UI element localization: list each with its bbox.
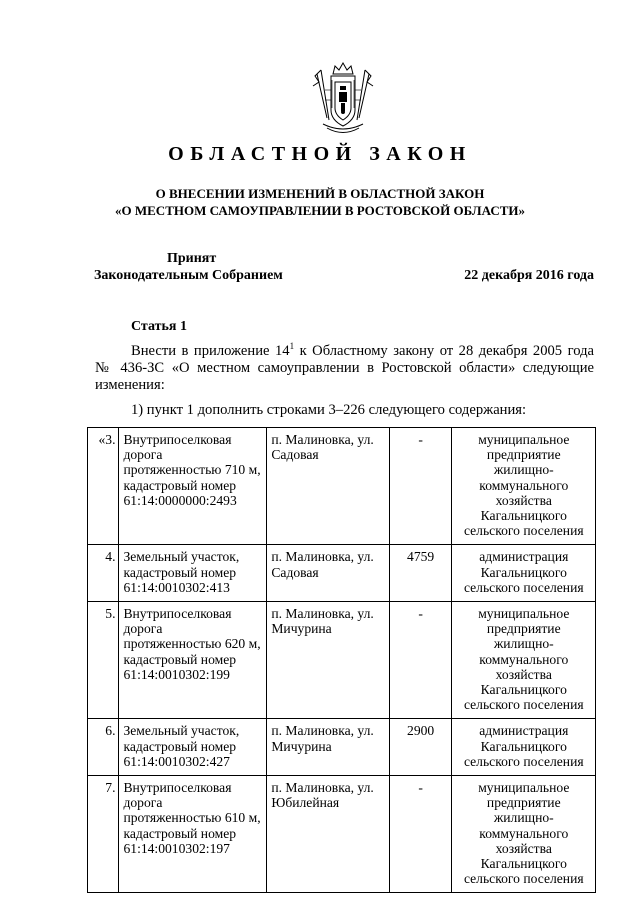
object-cell: Внутрипоселковая дорога протяженностью 710 м, кадастровый номер 61:14:0000000:2493	[119, 428, 267, 545]
table-row	[88, 602, 596, 719]
address-cell: п. Малиновка, ул. Садовая	[267, 428, 389, 545]
area-cell: -	[389, 428, 451, 545]
row-number: 4.	[88, 545, 119, 602]
table-row	[88, 545, 596, 602]
table-row	[88, 719, 596, 776]
object-cell: Внутрипоселковая дорога протяженностью 620 м, кадастровый номер 61:14:0010302:199	[119, 602, 267, 719]
row-number: 6.	[88, 719, 119, 776]
property-table	[87, 427, 596, 893]
address-cell: п. Малиновка, ул. Юбилейная	[267, 776, 389, 893]
address-cell: п. Малиновка, ул. Мичурина	[267, 602, 389, 719]
coat-of-arms-emblem	[311, 60, 375, 138]
row-number: «3.	[88, 428, 119, 545]
address-cell: п. Малиновка, ул. Мичурина	[267, 719, 389, 776]
object-cell: Земельный участок, кадастровый номер 61:14:0010302:427	[119, 719, 267, 776]
owner-cell: муниципальное предприятие жилищно-коммунального хозяйства Кагальницкого сельского поселения	[451, 602, 595, 719]
article-intro-line3: изменения:	[95, 377, 165, 393]
article-intro	[95, 343, 594, 394]
law-title: ОБЛАСТНОЙ ЗАКОН	[168, 143, 472, 165]
row-number: 5.	[88, 602, 119, 719]
article-heading: Статья 1	[131, 319, 187, 334]
object-cell: Внутрипоселковая дорога протяженностью 610 м, кадастровый номер 61:14:0010302:197	[119, 776, 267, 893]
area-cell: -	[389, 776, 451, 893]
area-cell: -	[389, 602, 451, 719]
row-number: 7.	[88, 776, 119, 893]
article-intro-line2: № 436-ЗС «О местном самоуправлении в Ростовской области» следующие	[95, 360, 594, 376]
table-row	[88, 428, 596, 545]
owner-cell: администрация Кагальницкого сельского поселения	[451, 719, 595, 776]
law-subtitle-line2: «О МЕСТНОМ САМОУПРАВЛЕНИИ В РОСТОВСКОЙ ОБЛАСТИ»	[115, 203, 525, 218]
superscript: 1	[289, 341, 295, 352]
owner-cell: муниципальное предприятие жилищно-коммунального хозяйства Кагальницкого сельского поселения	[451, 428, 595, 545]
adoption-date: 22 декабря 2016 года	[464, 268, 594, 283]
article-intro-line1: Внести в приложение $14^1$ к Областному закону от 28 декабря 2005 года	[131, 341, 594, 359]
table-row	[88, 776, 596, 893]
adopted-by: Законодательным Собранием	[94, 268, 283, 283]
law-subtitle-line1: О ВНЕСЕНИИ ИЗМЕНЕНИЙ В ОБЛАСТНОЙ ЗАКОН	[155, 186, 485, 201]
object-cell: Земельный участок, кадастровый номер 61:14:0010302:413	[119, 545, 267, 602]
article-item-1: 1) пункт 1 дополнить строками 3–226 следующего содержания:	[131, 402, 527, 418]
area-cell: 4759	[389, 545, 451, 602]
area-cell: 2900	[389, 719, 451, 776]
address-cell: п. Малиновка, ул. Садовая	[267, 545, 389, 602]
owner-cell: администрация Кагальницкого сельского поселения	[451, 545, 595, 602]
adopted-label: Принят	[167, 251, 217, 266]
owner-cell: муниципальное предприятие жилищно-коммунального хозяйства Кагальницкого сельского поселения	[451, 776, 595, 893]
